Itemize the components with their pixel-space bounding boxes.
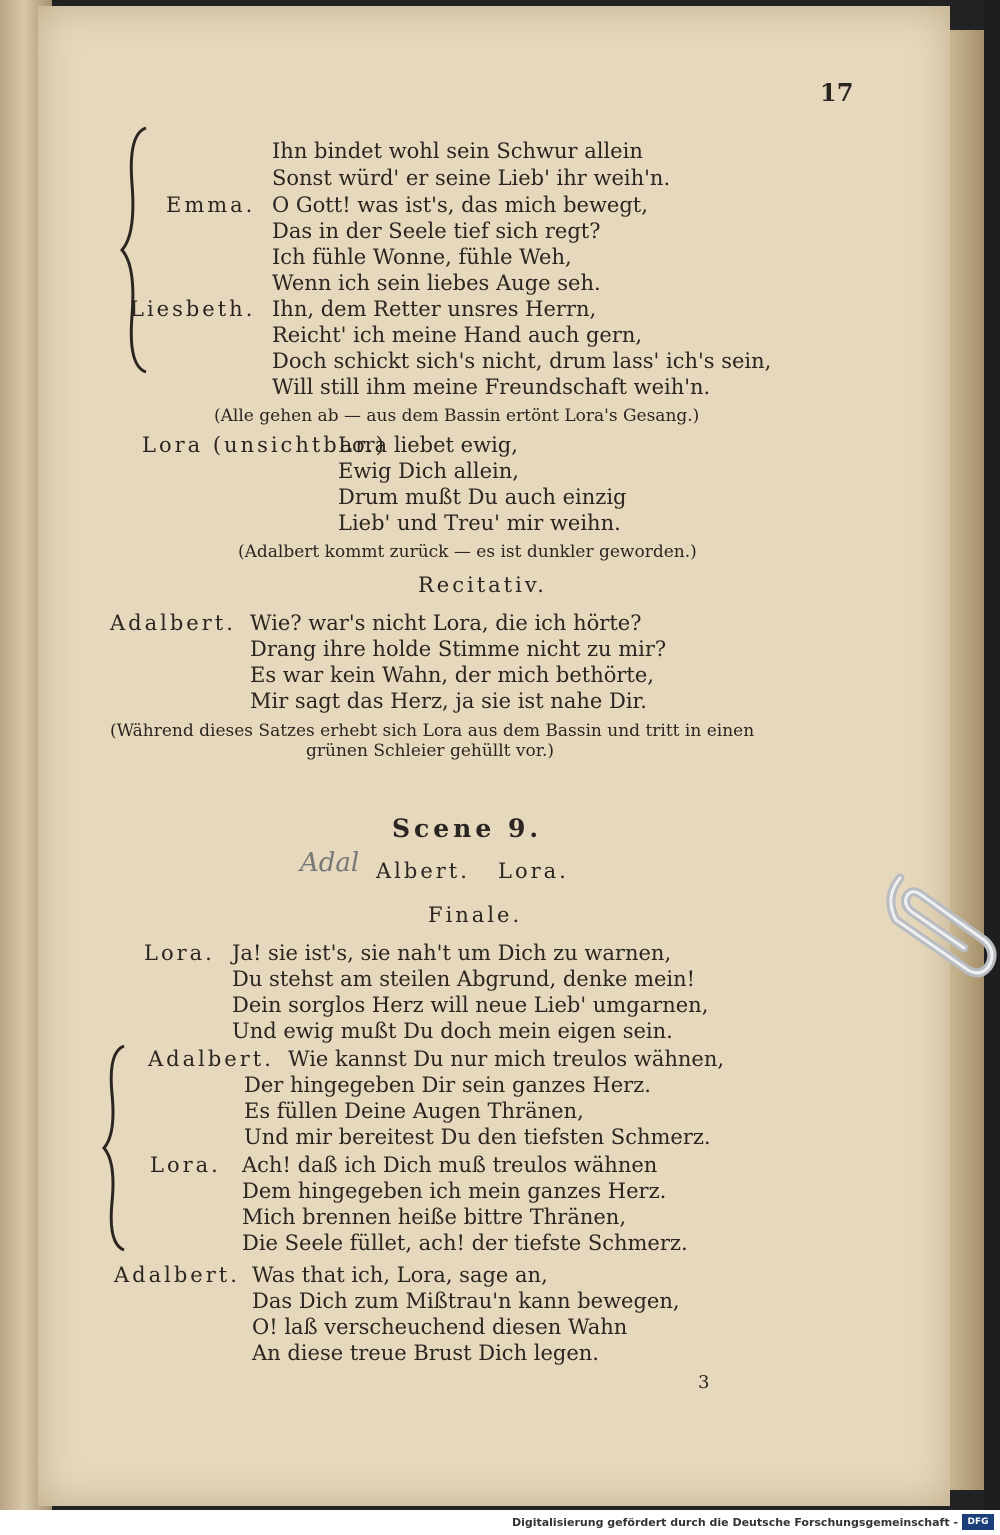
speaker-lora: Lora.	[144, 941, 215, 965]
verse-line: Ja! sie ist's, sie nah't um Dich zu warnen,	[232, 941, 672, 965]
verse-line: Du stehst am steilen Abgrund, denke mein!	[232, 967, 696, 991]
speaker-adalbert: Adalbert.	[148, 1047, 274, 1071]
stage-direction: (Adalbert kommt zurück — es ist dunkler geworden.)	[238, 542, 697, 562]
left-brace-2	[100, 1042, 130, 1254]
right-page-edge	[948, 30, 984, 1490]
speaker-lora: Lora.	[150, 1153, 221, 1177]
stage-direction: (Während dieses Satzes erhebt sich Lora aus dem Bassin und tritt in einen	[110, 721, 755, 741]
verse-line: Mir sagt das Herz, ja sie ist nahe Dir.	[250, 689, 647, 713]
section-heading: Finale.	[428, 903, 523, 927]
verse-line: Drang ihre holde Stimme nicht zu mir?	[250, 637, 667, 661]
section-heading: Recitativ.	[418, 573, 547, 597]
verse-line: An diese treue Brust Dich legen.	[252, 1341, 599, 1365]
verse-line: Ich fühle Wonne, fühle Weh,	[272, 245, 572, 269]
footer-credit: Digitalisierung gefördert durch die Deutsche Forschungsgemeinschaft -	[511, 1516, 958, 1529]
verse-line: Ihn, dem Retter unsres Herrn,	[272, 297, 597, 321]
character-list: Lora.	[498, 859, 569, 883]
verse-line: Es war kein Wahn, der mich bethörte,	[250, 663, 654, 687]
verse-line: Sonst würd' er seine Lieb' ihr weih'n.	[272, 166, 671, 190]
verse-line: Wenn ich sein liebes Auge seh.	[272, 271, 601, 295]
verse-line: O! laß verscheuchend diesen Wahn	[252, 1315, 628, 1339]
verse-line: O Gott! was ist's, das mich bewegt,	[272, 193, 648, 217]
verse-line: Dein sorglos Herz will neue Lieb' umgarnen,	[232, 993, 709, 1017]
scene-title: Scene 9.	[392, 814, 543, 843]
verse-line: Lora liebet ewig,	[338, 433, 518, 457]
book-page	[38, 6, 950, 1506]
verse-line: Es füllen Deine Augen Thränen,	[244, 1099, 584, 1123]
signature-mark: 3	[698, 1372, 710, 1393]
verse-line: Das Dich zum Mißtrau'n kann bewegen,	[252, 1289, 680, 1313]
verse-line: Und mir bereitest Du den tiefsten Schmerz.	[244, 1125, 711, 1149]
page-number: 17	[820, 78, 854, 107]
verse-line: Wie? war's nicht Lora, die ich hörte?	[250, 611, 642, 635]
speaker-liesbeth: Liesbeth.	[130, 297, 256, 321]
verse-line: Ach! daß ich Dich muß treulos wähnen	[242, 1153, 658, 1177]
paper-clip-icon	[878, 858, 998, 978]
verse-line: Das in der Seele tief sich regt?	[272, 219, 601, 243]
verse-line: Mich brennen heiße bittre Thränen,	[242, 1205, 626, 1229]
pencil-annotation: Adal	[300, 848, 360, 878]
stage-direction: (Alle gehen ab — aus dem Bassin ertönt Lora's Gesang.)	[214, 406, 700, 426]
speaker-adalbert: Adalbert.	[110, 611, 236, 635]
left-brace-1	[118, 124, 152, 376]
verse-line: Ihn bindet wohl sein Schwur allein	[272, 139, 643, 163]
speaker-emma: Emma.	[166, 193, 256, 217]
verse-line: Drum mußt Du auch einzig	[338, 485, 627, 509]
verse-line: Reicht' ich meine Hand auch gern,	[272, 323, 643, 347]
speaker-adalbert: Adalbert.	[114, 1263, 240, 1287]
dfg-logo: DFG	[962, 1514, 994, 1530]
verse-line: Der hingegeben Dir sein ganzes Herz.	[244, 1073, 651, 1097]
verse-line: Will still ihm meine Freundschaft weih'n.	[272, 375, 711, 399]
verse-line: Die Seele füllet, ach! der tiefste Schmerz.	[242, 1231, 688, 1255]
verse-line: Dem hingegeben ich mein ganzes Herz.	[242, 1179, 667, 1203]
verse-line: Ewig Dich allein,	[338, 459, 519, 483]
scan-border	[984, 0, 1000, 1510]
character-list: Albert.	[376, 859, 470, 883]
speaker-lora: Lora (unsichtbar.)	[142, 433, 387, 457]
verse-line: Und ewig mußt Du doch mein eigen sein.	[232, 1019, 673, 1043]
verse-line: Wie kannst Du nur mich treulos wähnen,	[288, 1047, 725, 1071]
stage-direction: grünen Schleier gehüllt vor.)	[306, 741, 555, 761]
verse-line: Lieb' und Treu' mir weihn.	[338, 511, 621, 535]
verse-line: Was that ich, Lora, sage an,	[252, 1263, 548, 1287]
verse-line: Doch schickt sich's nicht, drum lass' ich's sein,	[272, 349, 772, 373]
